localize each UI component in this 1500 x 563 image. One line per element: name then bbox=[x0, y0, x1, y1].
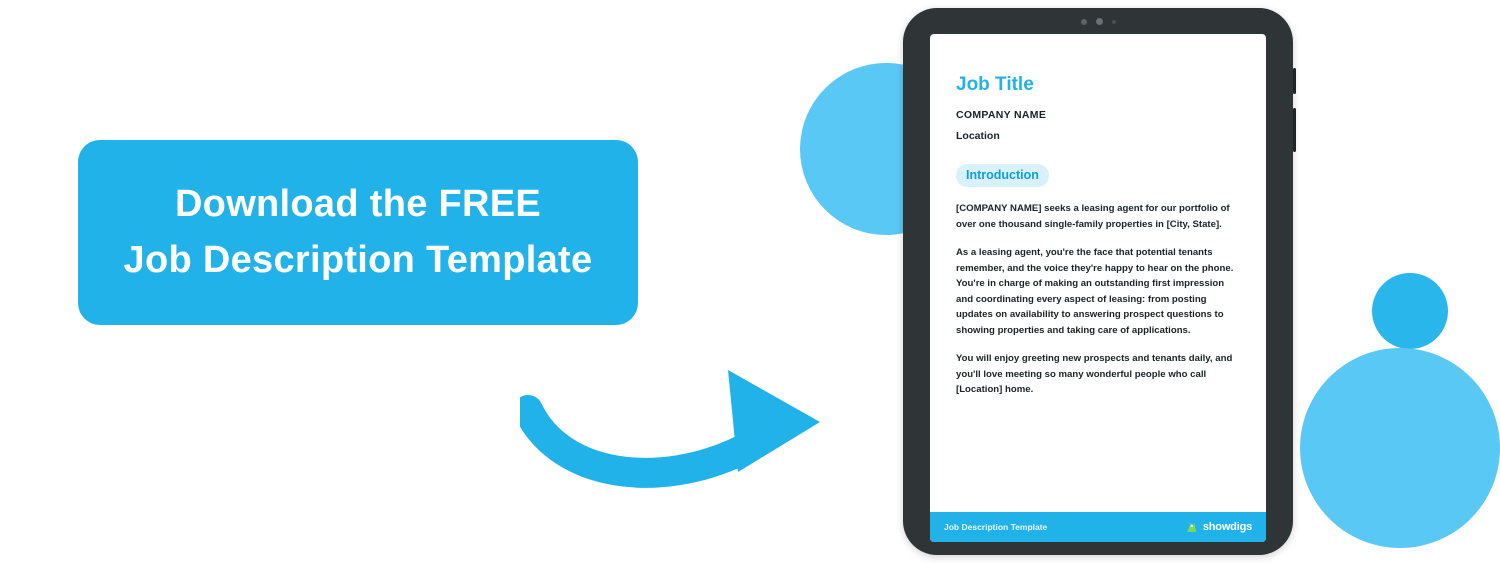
job-description-document bbox=[930, 34, 1266, 512]
tablet-device bbox=[903, 8, 1293, 555]
curved-arrow-right-icon bbox=[520, 350, 900, 490]
decorative-circle-large-right bbox=[1300, 348, 1500, 548]
document-title: Job Title bbox=[956, 74, 1034, 95]
document-paragraph-3: You will enjoy greeting new prospects and tenants daily, and you'll love meeting so many wonderful people who call [Location] home. bbox=[956, 353, 1233, 396]
footer-template-label: Job Description Template bbox=[944, 522, 1048, 532]
section-heading-introduction: Introduction bbox=[956, 164, 1049, 187]
device-volume-button bbox=[1293, 68, 1296, 94]
document-paragraph-2: As a leasing agent, you're the face that potential tenants remember, and the voice they're happy to hear on the phone. You're in charge of making an outstanding first impression and coordinating every aspect of leasing: from posting updates on availability to answering prospect questions to showing properties and taking care of applications. bbox=[956, 247, 1234, 336]
showdigs-logo-icon bbox=[1185, 521, 1198, 534]
cta-line-1: Download the FREE bbox=[174, 183, 542, 226]
download-cta-button[interactable] bbox=[78, 140, 638, 325]
front-camera-icon bbox=[903, 18, 1293, 25]
document-company-name: COMPANY NAME bbox=[956, 109, 1047, 121]
document-paragraph-1: [COMPANY NAME] seeks a leasing agent for our portfolio of over one thousand single-family properties in [City, State]. bbox=[956, 203, 1230, 230]
document-location: Location bbox=[956, 130, 1000, 142]
brand-name: showdigs bbox=[1202, 521, 1252, 533]
brand-lockup bbox=[1185, 521, 1252, 534]
device-power-button bbox=[1293, 108, 1296, 152]
decorative-circle-small-right bbox=[1372, 273, 1448, 349]
cta-line-2: Job Description Template bbox=[123, 238, 593, 281]
document-footer bbox=[930, 512, 1266, 542]
tablet-screen bbox=[930, 34, 1266, 542]
